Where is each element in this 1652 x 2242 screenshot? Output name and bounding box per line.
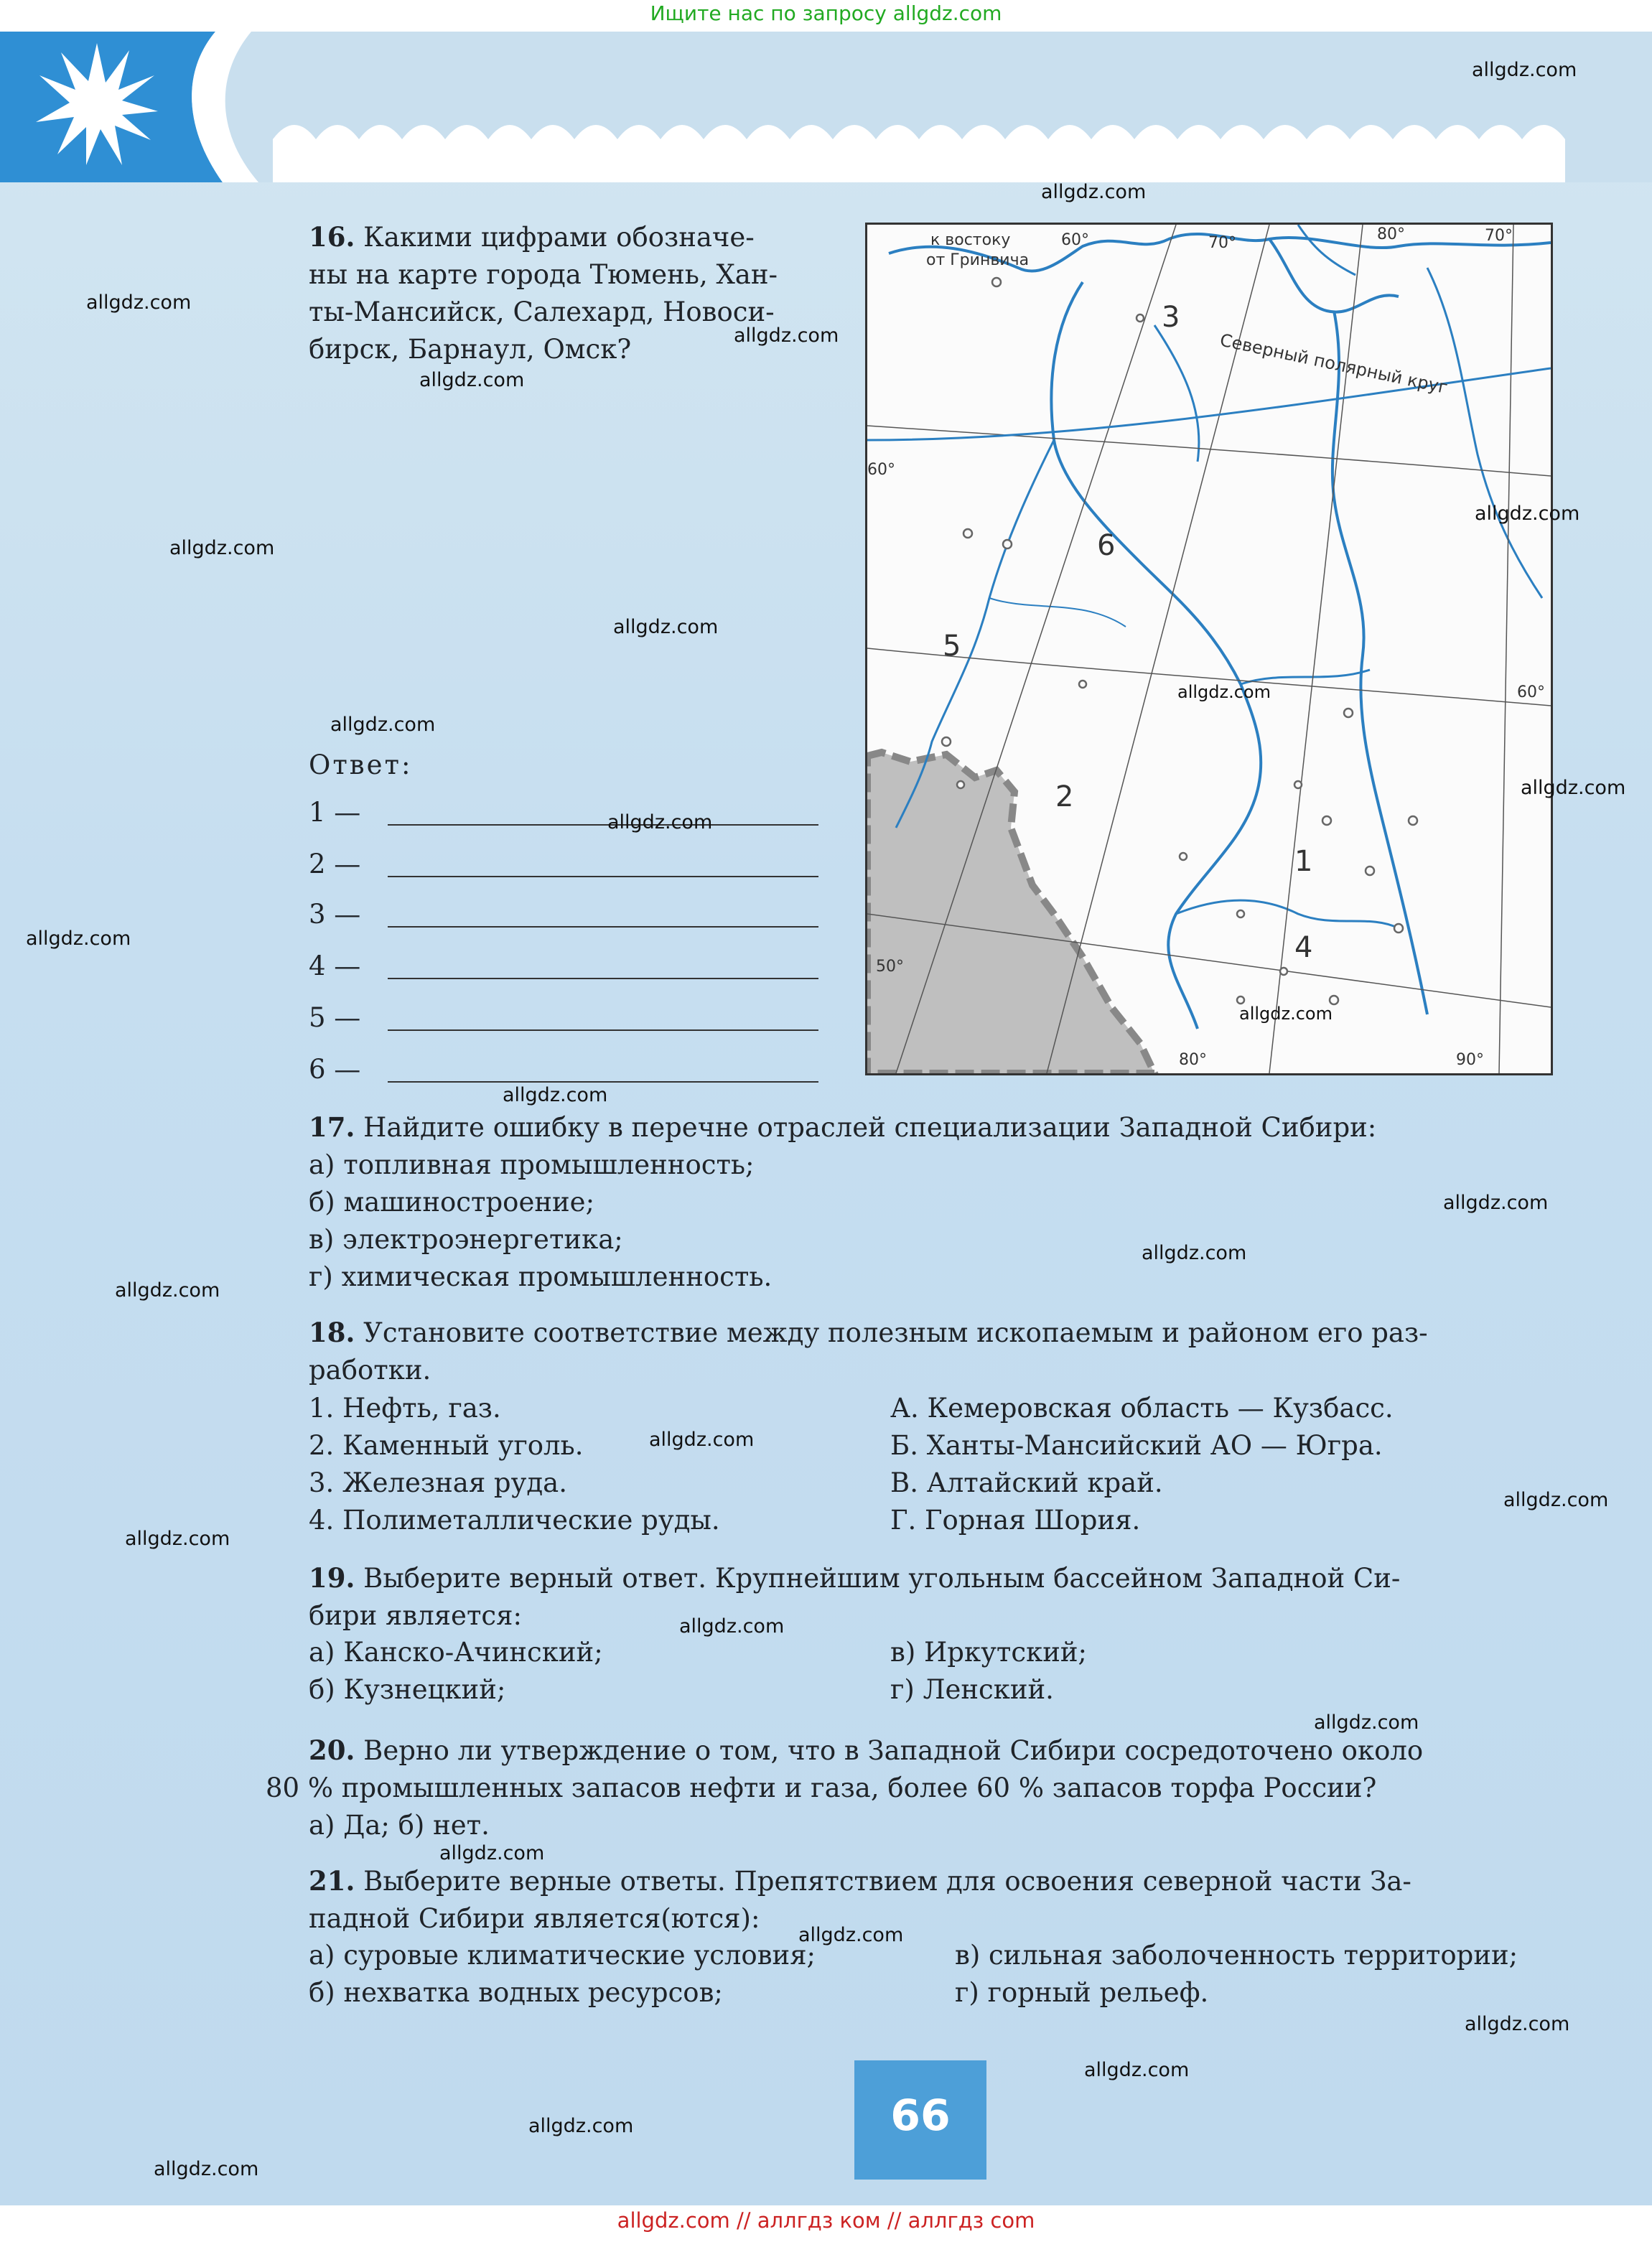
q18-right-a: А. Кемеровская область — Кузбасс. [890,1393,1394,1424]
answer-number-5: 5 — [309,1002,361,1033]
q18-title-2: работки. [309,1355,431,1386]
watermark: allgdz.com [734,324,839,347]
answer-line-3[interactable] [388,926,818,928]
map-marker-5: 5 [943,630,961,663]
answer-line-2[interactable] [388,876,818,877]
watermark: allgdz.com [26,928,131,950]
q19-options-right [890,1634,1536,1709]
answer-number-6: 6 — [309,1054,361,1085]
q18-title-1: Установите соответствие между полезным ископаемым и районом его раз- [363,1317,1428,1348]
watermark: allgdz.com [1239,1004,1333,1024]
watermark: allgdz.com [503,1084,608,1106]
map-label-greenwich: от Гринвича [926,251,1030,269]
star-icon [29,36,165,172]
map-grid-lon80: 80° [1377,225,1405,243]
watermark: allgdz.com [1465,2013,1570,2035]
q16-line-3: ты-Мансийск, Салехард, Новоси- [309,296,775,327]
map-river-yenisei [1333,311,1427,1014]
map-grid-lon90: 90° [1456,1051,1484,1069]
q20-title-2: 80 % промышленных запасов нефти и газа, более 60 % запасов торфа России? [266,1772,1377,1803]
watermark: allgdz.com [86,291,192,314]
q19-number: 19. [309,1562,355,1594]
map-grid-lat60-left: 60° [867,461,895,479]
q19-option-a[interactable]: а) Канско-Ачинский; [309,1637,603,1668]
watermark: allgdz.com [439,1842,545,1864]
q16-line-1: Какими цифрами обозначе- [363,222,755,253]
q17-number: 17. [309,1111,355,1143]
map-grid-lon80-bottom: 80° [1179,1051,1207,1069]
map-marker-6: 6 [1097,529,1116,562]
q19-title-2: бири является: [309,1600,522,1631]
map-grid-lat50: 50° [876,958,904,976]
q21-title-2: падной Сибири является(ются): [309,1903,760,1934]
map-marker-4: 4 [1294,931,1313,964]
watermark: allgdz.com [1142,1242,1247,1264]
q19-option-c[interactable]: в) Иркутский; [890,1637,1087,1668]
q17-title: Найдите ошибку в перечне отраслей специализации Западной Сибири: [363,1112,1377,1143]
watermark: allgdz.com [679,1615,785,1638]
q21-option-b[interactable]: б) нехватка водных ресурсов; [309,1977,723,2008]
q20-number: 20. [309,1734,355,1766]
q19-options-left [309,1634,883,1709]
q19-title-1: Выберите верный ответ. Крупнейшим угольным бассейном Западной Си- [363,1563,1401,1594]
watermark: allgdz.com [607,811,713,833]
answer-line-4[interactable] [388,978,818,979]
watermark: allgdz.com [649,1429,755,1451]
watermark: allgdz.com [1041,181,1147,203]
q18-right-b: Б. Ханты-Мансийский АО — Югра. [890,1430,1383,1461]
answer-number-1: 1 — [309,797,361,828]
q20-title-1: Верно ли утверждение о том, что в Западной Сибири сосредоточено около [363,1735,1424,1766]
map-marker-2: 2 [1055,780,1074,813]
watermark: allgdz.com [125,1528,230,1550]
q16-line-4: бирск, Барнаул, Омск? [309,334,632,365]
page-number: 66 [890,2091,951,2141]
q16-line-2: ны на карте города Тюмень, Хан- [309,259,778,290]
map-grid-lon70: 70° [1208,234,1236,252]
map-label-arctic: Северный полярный круг [1218,330,1450,398]
map-grid-lon70-right: 70° [1485,227,1513,245]
q21-title-1: Выберите верные ответы. Препятствием для освоения северной части За- [363,1866,1411,1897]
watermark: allgdz.com [330,714,436,736]
q17-option-b[interactable]: б) машиностроение; [309,1187,595,1218]
q18-left-3: 3. Железная руда. [309,1467,567,1498]
map-grid-lon60: 60° [1061,231,1089,249]
map-grid-lat60-right: 60° [1517,683,1545,701]
header-decoration [0,32,1652,182]
q17-option-d[interactable]: г) химическая промышленность. [309,1261,773,1292]
q17-option-a[interactable]: а) топливная промышленность; [309,1149,755,1180]
q21-option-d[interactable]: г) горный рельеф. [955,1977,1209,2008]
q21-option-a[interactable]: а) суровые климатические условия; [309,1940,816,1971]
q18-number: 18. [309,1317,355,1348]
q21-option-c[interactable]: в) сильная заболоченность территории; [955,1940,1518,1971]
watermark: allgdz.com [1314,1711,1419,1734]
watermark: allgdz.com [169,537,275,559]
map-label-east: к востоку [930,231,1011,249]
q20-options[interactable]: а) Да; б) нет. [309,1810,490,1841]
q21-number: 21. [309,1865,355,1897]
answer-number-2: 2 — [309,849,361,879]
q18-right-d: Г. Горная Шория. [890,1505,1141,1536]
answer-line-1[interactable] [388,824,818,826]
answer-line-5[interactable] [388,1029,818,1031]
q19-option-d[interactable]: г) Ленский. [890,1674,1054,1705]
watermark: allgdz.com [798,1924,904,1946]
watermark: allgdz.com [613,616,719,638]
q18-left-list [309,1390,883,1539]
q21-block [309,1862,1558,1938]
q20-block [266,1732,1572,1844]
q17-option-c[interactable]: в) электроэнергетика; [309,1224,623,1255]
watermark: allgdz.com [1443,1192,1549,1214]
q18-left-2: 2. Каменный уголь. [309,1430,584,1461]
q17-block [309,1108,1558,1296]
q19-block [309,1559,1558,1635]
watermark: allgdz.com [528,2115,634,2137]
q18-left-1: 1. Нефть, газ. [309,1393,501,1424]
q21-options-left [309,1937,941,2012]
answer-line-6[interactable] [388,1081,818,1083]
q16-number: 16. [309,221,355,253]
q18-block [309,1314,1558,1389]
watermark: allgdz.com [115,1279,220,1302]
watermark: allgdz.com [419,369,525,391]
q18-left-4: 4. Полиметаллические руды. [309,1505,720,1536]
west-siberia-map [865,223,1553,1075]
bottom-site-link[interactable]: allgdz.com // аллгдз ком // аллгдз com [617,2208,1035,2233]
top-site-link[interactable]: Ищите нас по запросу allgdz.com [650,1,1002,25]
watermark: allgdz.com [154,2158,259,2180]
q19-option-b[interactable]: б) Кузнецкий; [309,1674,506,1705]
watermark: allgdz.com [1472,59,1577,81]
watermark: allgdz.com [1084,2059,1190,2081]
answer-number-3: 3 — [309,899,361,930]
answer-number-4: 4 — [309,950,361,981]
watermark: allgdz.com [1177,682,1271,702]
watermark: allgdz.com [1503,1489,1609,1511]
map-marker-3: 3 [1162,301,1180,334]
map-marker-1: 1 [1294,845,1313,878]
watermark: allgdz.com [1521,777,1626,799]
q16-answer-label: Ответ: [309,749,413,780]
watermark: allgdz.com [1475,503,1580,525]
q21-options-right [955,1937,1572,2012]
q18-right-list [890,1390,1558,1539]
q18-right-c: В. Алтайский край. [890,1467,1163,1498]
